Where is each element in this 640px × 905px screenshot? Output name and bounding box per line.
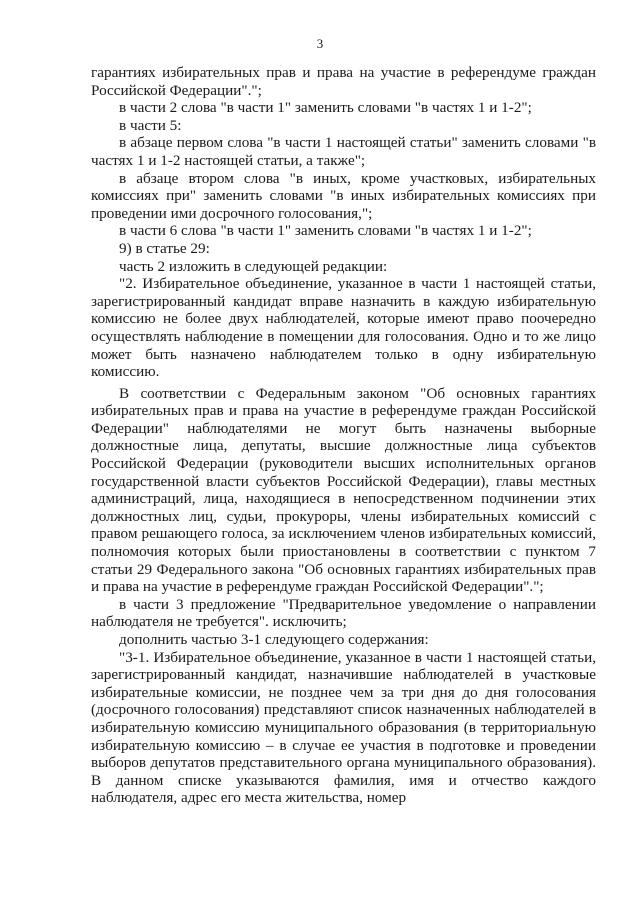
page-number: 3 <box>316 36 324 51</box>
paragraph: в абзаце первом слова "в части 1 настоящей статьи" заменить словами "в частях 1 и 1-2 настоящей статьи, а также"; <box>91 134 596 169</box>
document-body <box>91 64 596 807</box>
paragraph: в части 2 слова "в части 1" заменить словами "в частях 1 и 1-2"; <box>119 99 532 117</box>
paragraph: часть 2 изложить в следующей редакции: <box>119 257 388 275</box>
paragraph: 9) в статье 29: <box>119 239 210 257</box>
paragraph: гарантиях избирательных прав и права на участие в референдуме граждан Российской Федерации"."; <box>91 64 596 99</box>
paragraph: в части 6 слова "в части 1" заменить словами "в частях 1 и 1-2"; <box>119 222 532 240</box>
paragraph: дополнить частью 3-1 следующего содержания: <box>119 631 429 648</box>
paragraph: "3-1. Избирательное объединение, указанное в части 1 настоящей статьи, зарегистрированный кандидат, назначившие наблюдателей в участковые избирательные комиссии, не позднее чем за три дня до дня голосования (досрочного голосования) представляют список назначенных наблюдателей в избирательную комиссию муниципального образования (в территориальную избирательную комиссию – в случае ее участия в подготовке и проведении выборов депутатов представительного органа муниципального образования). В данном списке указываются фамилия, имя и отчество каждого наблюдателя, адрес его места жительства, номер <box>91 648 596 807</box>
paragraph: в части 3 предложение "Предварительное уведомление о направлении наблюдателя не требуется". исключить; <box>91 595 596 631</box>
paragraph: в части 5: <box>119 116 182 134</box>
paragraph: В соответствии с Федеральным законом "Об основных гарантиях избирательных прав и права на участие в референдуме граждан Российской Федерации" наблюдателями не могут быть назначены выборные должностные лица, депутаты, высшие должностные лица субъектов Российской Федерации (руководители высших исполнительных органов государственной власти субъектов Российской Федерации), главы местных администраций, лица, находящиеся в непосредственном подчинении этих должностных лиц, судьи, прокуроры, члены избирательных комиссий с правом решающего голоса, за исключением членов избирательных комиссий, полномочия которых были приостановлены в соответствии с пунктом 7 статьи 29 Федерального закона "Об основных гарантиях избирательных прав и права на участие в референдуме граждан Российской Федерации"."; <box>91 384 596 596</box>
paragraph: "2. Избирательное объединение, указанное в части 1 настоящей статьи, зарегистрированный кандидат вправе назначить в каждую избирательную комиссию не более двух наблюдателей, которые имеют право поочередно осуществлять наблюдение в помещении для голосования. Одно и то же лицо может быть назначено наблюдателем только в одну избирательную комиссию. <box>91 275 596 381</box>
paragraph: в абзаце втором слова "в иных, кроме участковых, избирательных комиссиях при" заменить словами "в иных избирательных комиссиях при проведении ими досрочного голосования,"; <box>91 169 596 222</box>
